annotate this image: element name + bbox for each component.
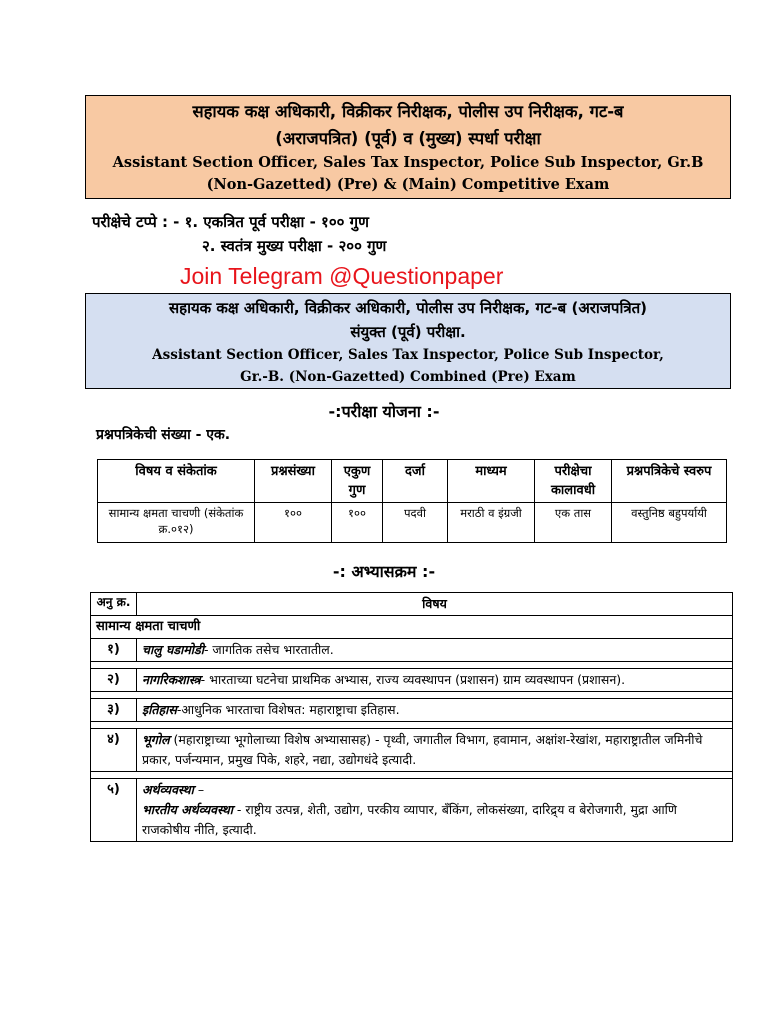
list-item bbox=[91, 639, 733, 662]
item-number: ५) bbox=[91, 779, 137, 842]
item-title: भूगोल bbox=[142, 732, 170, 747]
exam-title-english-line1: Assistant Section Officer, Sales Tax Inspector, Police Sub Inspector, Gr.B bbox=[112, 154, 704, 171]
item-content bbox=[137, 779, 733, 842]
prelim-exam-box bbox=[85, 293, 731, 389]
exam-title-marathi-line1: सहायक कक्ष अधिकारी, विक्रीकर निरीक्षक, पोलीस उप निरीक्षक, गट-ब bbox=[192, 102, 624, 121]
stage-2: २. स्वतंत्र मुख्य परीक्षा - २०० गुण bbox=[202, 237, 387, 255]
item-number: २) bbox=[91, 669, 137, 692]
item-content bbox=[137, 699, 733, 722]
exam-title-marathi-line2: (अराजपत्रित) (पूर्व) व (मुख्य) स्पर्धा परीक्षा bbox=[275, 129, 541, 148]
item-subtitle: भारतीय अर्थव्यवस्था bbox=[142, 802, 233, 817]
telegram-watermark: Join Telegram @Questionpaper bbox=[180, 263, 504, 289]
table-row bbox=[98, 503, 727, 543]
col-standard: दर्जा bbox=[383, 460, 448, 503]
exam-title-box bbox=[85, 95, 731, 199]
list-item bbox=[91, 729, 733, 772]
syllabus-header-row bbox=[91, 593, 733, 616]
item-text: -आधुनिक भारताचा विशेषत: महाराष्ट्राचा इतिहास. bbox=[176, 702, 400, 717]
section-title: सामान्य क्षमता चाचणी bbox=[91, 616, 733, 639]
col-questions: प्रश्नसंख्या bbox=[255, 460, 332, 503]
col-duration: परीक्षेचा कालावधी bbox=[535, 460, 612, 503]
col-paper-type: प्रश्नपत्रिकेचे स्वरुप bbox=[612, 460, 727, 503]
cell-subject: सामान्य क्षमता चाचणी (संकेतांक क्र.०१२) bbox=[98, 503, 255, 543]
prelim-title-marathi-line2: संयुक्त (पूर्व) परीक्षा. bbox=[350, 323, 466, 341]
col-marks: एकुण गुण bbox=[332, 460, 383, 503]
col-topic: विषय bbox=[137, 593, 733, 616]
syllabus-table bbox=[90, 592, 733, 842]
exam-title-english-line2: (Non-Gazetted) (Pre) & (Main) Competitive Exam bbox=[206, 176, 610, 193]
item-text: – bbox=[193, 782, 205, 797]
item-number: १) bbox=[91, 639, 137, 662]
item-text: - जागतिक तसेच भारतातील. bbox=[203, 642, 334, 657]
list-item bbox=[91, 699, 733, 722]
col-medium: माध्यम bbox=[448, 460, 535, 503]
exam-plan-table bbox=[97, 459, 727, 543]
item-content bbox=[137, 669, 733, 692]
stage-1: परीक्षेचे टप्पे : - १. एकत्रित पूर्व परीक्षा - १०० गुण bbox=[92, 213, 369, 231]
item-title: अर्थव्यवस्था bbox=[142, 782, 194, 797]
list-item bbox=[91, 779, 733, 842]
syllabus-heading: -: अभ्यासक्रम :- bbox=[332, 562, 436, 581]
cell-standard: पदवी bbox=[383, 503, 448, 543]
item-title: इतिहास bbox=[142, 702, 177, 717]
item-subtext: - राष्ट्रीय उत्पन्न, शेती, उद्योग, परकीय व्यापार, बँकिंग, लोकसंख्या, दारिद्र्य व बेरोजगारी, मुद्रा आणि राजकोषीय नीति, इत्यादी. bbox=[142, 802, 677, 837]
item-title: चालु घडामोडी bbox=[142, 642, 204, 657]
cell-medium: मराठी व इंग्रजी bbox=[448, 503, 535, 543]
exam-stages bbox=[92, 210, 386, 258]
col-serial: अनु क्र. bbox=[91, 593, 137, 616]
item-text: (महाराष्ट्राच्या भूगोलाच्या विशेष अभ्यासासह) - पृथ्वी, जगातील विभाग, हवामान, अक्षांश-रेखांश, महाराष्ट्रातील जमिनीचे प्रकार, पर्जन्यमान, प्रमुख पिके, शहरे, नद्या, उद्योगधंदे इत्यादी. bbox=[142, 732, 703, 767]
exam-scheme-heading: -:परीक्षा योजना :- bbox=[328, 402, 440, 421]
item-content bbox=[137, 639, 733, 662]
col-subject: विषय व संकेतांक bbox=[98, 460, 255, 503]
item-title: नागरिकशास्त्र bbox=[142, 672, 201, 687]
paper-count: प्रश्नपत्रिकेची संख्या - एक. bbox=[96, 427, 231, 443]
prelim-title-marathi-line1: सहायक कक्ष अधिकारी, विक्रीकर अधिकारी, पोलीस उप निरीक्षक, गट-ब (अराजपत्रित) bbox=[168, 299, 648, 317]
item-number: ३) bbox=[91, 699, 137, 722]
prelim-title-english-line2: Gr.-B. (Non-Gazetted) Combined (Pre) Exam bbox=[240, 369, 576, 385]
cell-marks: १०० bbox=[332, 503, 383, 543]
table-header-row bbox=[98, 460, 727, 503]
cell-duration: एक तास bbox=[535, 503, 612, 543]
syllabus-section-row bbox=[91, 616, 733, 639]
prelim-title-english-line1: Assistant Section Officer, Sales Tax Inspector, Police Sub Inspector, bbox=[152, 347, 664, 363]
list-item bbox=[91, 669, 733, 692]
cell-paper-type: वस्तुनिष्ठ बहुपर्यायी bbox=[612, 503, 727, 543]
cell-questions: १०० bbox=[255, 503, 332, 543]
item-text: - भारताच्या घटनेचा प्राथमिक अभ्यास, राज्य व्यवस्थापन (प्रशासन) ग्राम व्यवस्थापन (प्रशासन). bbox=[200, 672, 626, 687]
item-number: ४) bbox=[91, 729, 137, 772]
item-content bbox=[137, 729, 733, 772]
